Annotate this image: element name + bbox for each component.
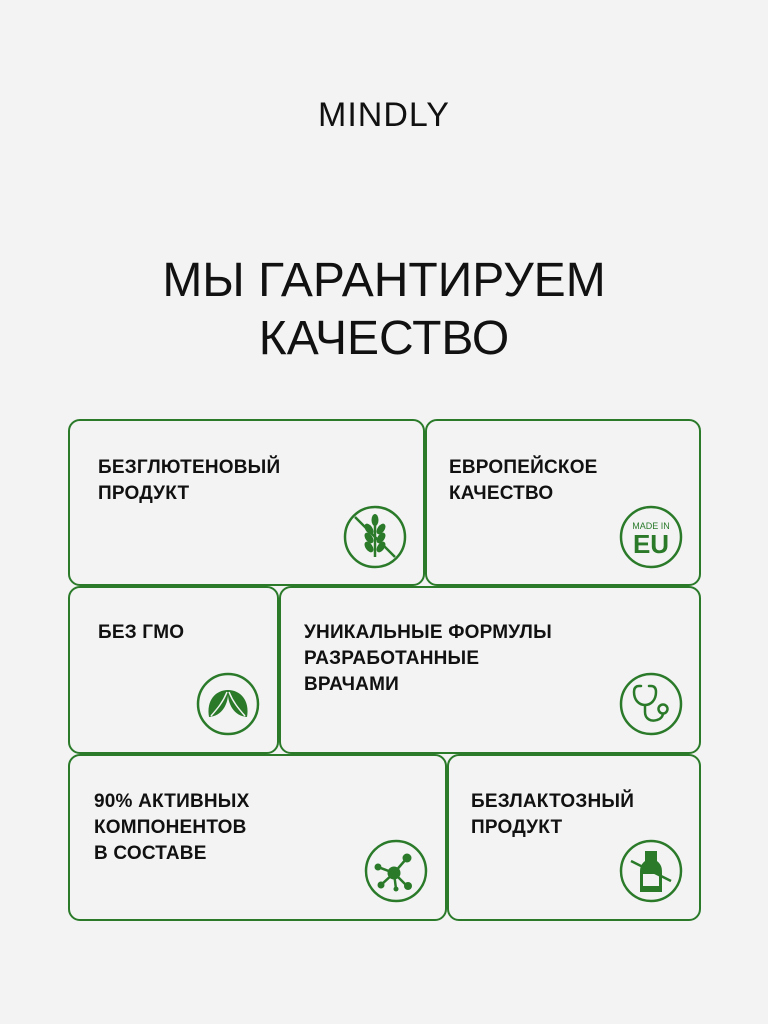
title-line-2: КАЧЕСТВО (258, 312, 510, 365)
card-doctors-formula (279, 586, 701, 754)
stethoscope-icon (619, 672, 683, 736)
card-gluten-free (68, 419, 425, 586)
page-title (0, 252, 768, 368)
card-no-gmo (68, 586, 279, 754)
molecule-icon (364, 839, 428, 903)
leaves-icon (196, 672, 260, 736)
card-label: БЕЗГЛЮТЕНОВЫЙ ПРОДУКТ (98, 457, 281, 504)
no-wheat-icon (343, 505, 407, 569)
card-label: 90% АКТИВНЫХ КОМПОНЕНТОВ В СОСТАВЕ (94, 791, 250, 864)
title-line-1: МЫ ГАРАНТИРУЕМ (162, 254, 606, 307)
card-european-quality (425, 419, 701, 586)
badge-main-text: EU (632, 529, 670, 559)
no-milk-icon (619, 839, 683, 903)
card-label: УНИКАЛЬНЫЕ ФОРМУЛЫ РАЗРАБОТАННЫЕ ВРАЧАМИ (304, 622, 552, 695)
card-label: БЕЗ ГМО (98, 622, 185, 643)
made-in-eu-icon (619, 505, 683, 569)
card-label: ЕВРОПЕЙСКОЕ КАЧЕСТВО (449, 457, 598, 504)
badge-top-text: MADE IN (632, 521, 670, 531)
card-lactose-free (447, 754, 701, 921)
card-active-components (68, 754, 447, 921)
card-label: БЕЗЛАКТОЗНЫЙ ПРОДУКТ (471, 791, 635, 838)
brand-logo: MINDLY (318, 96, 450, 134)
